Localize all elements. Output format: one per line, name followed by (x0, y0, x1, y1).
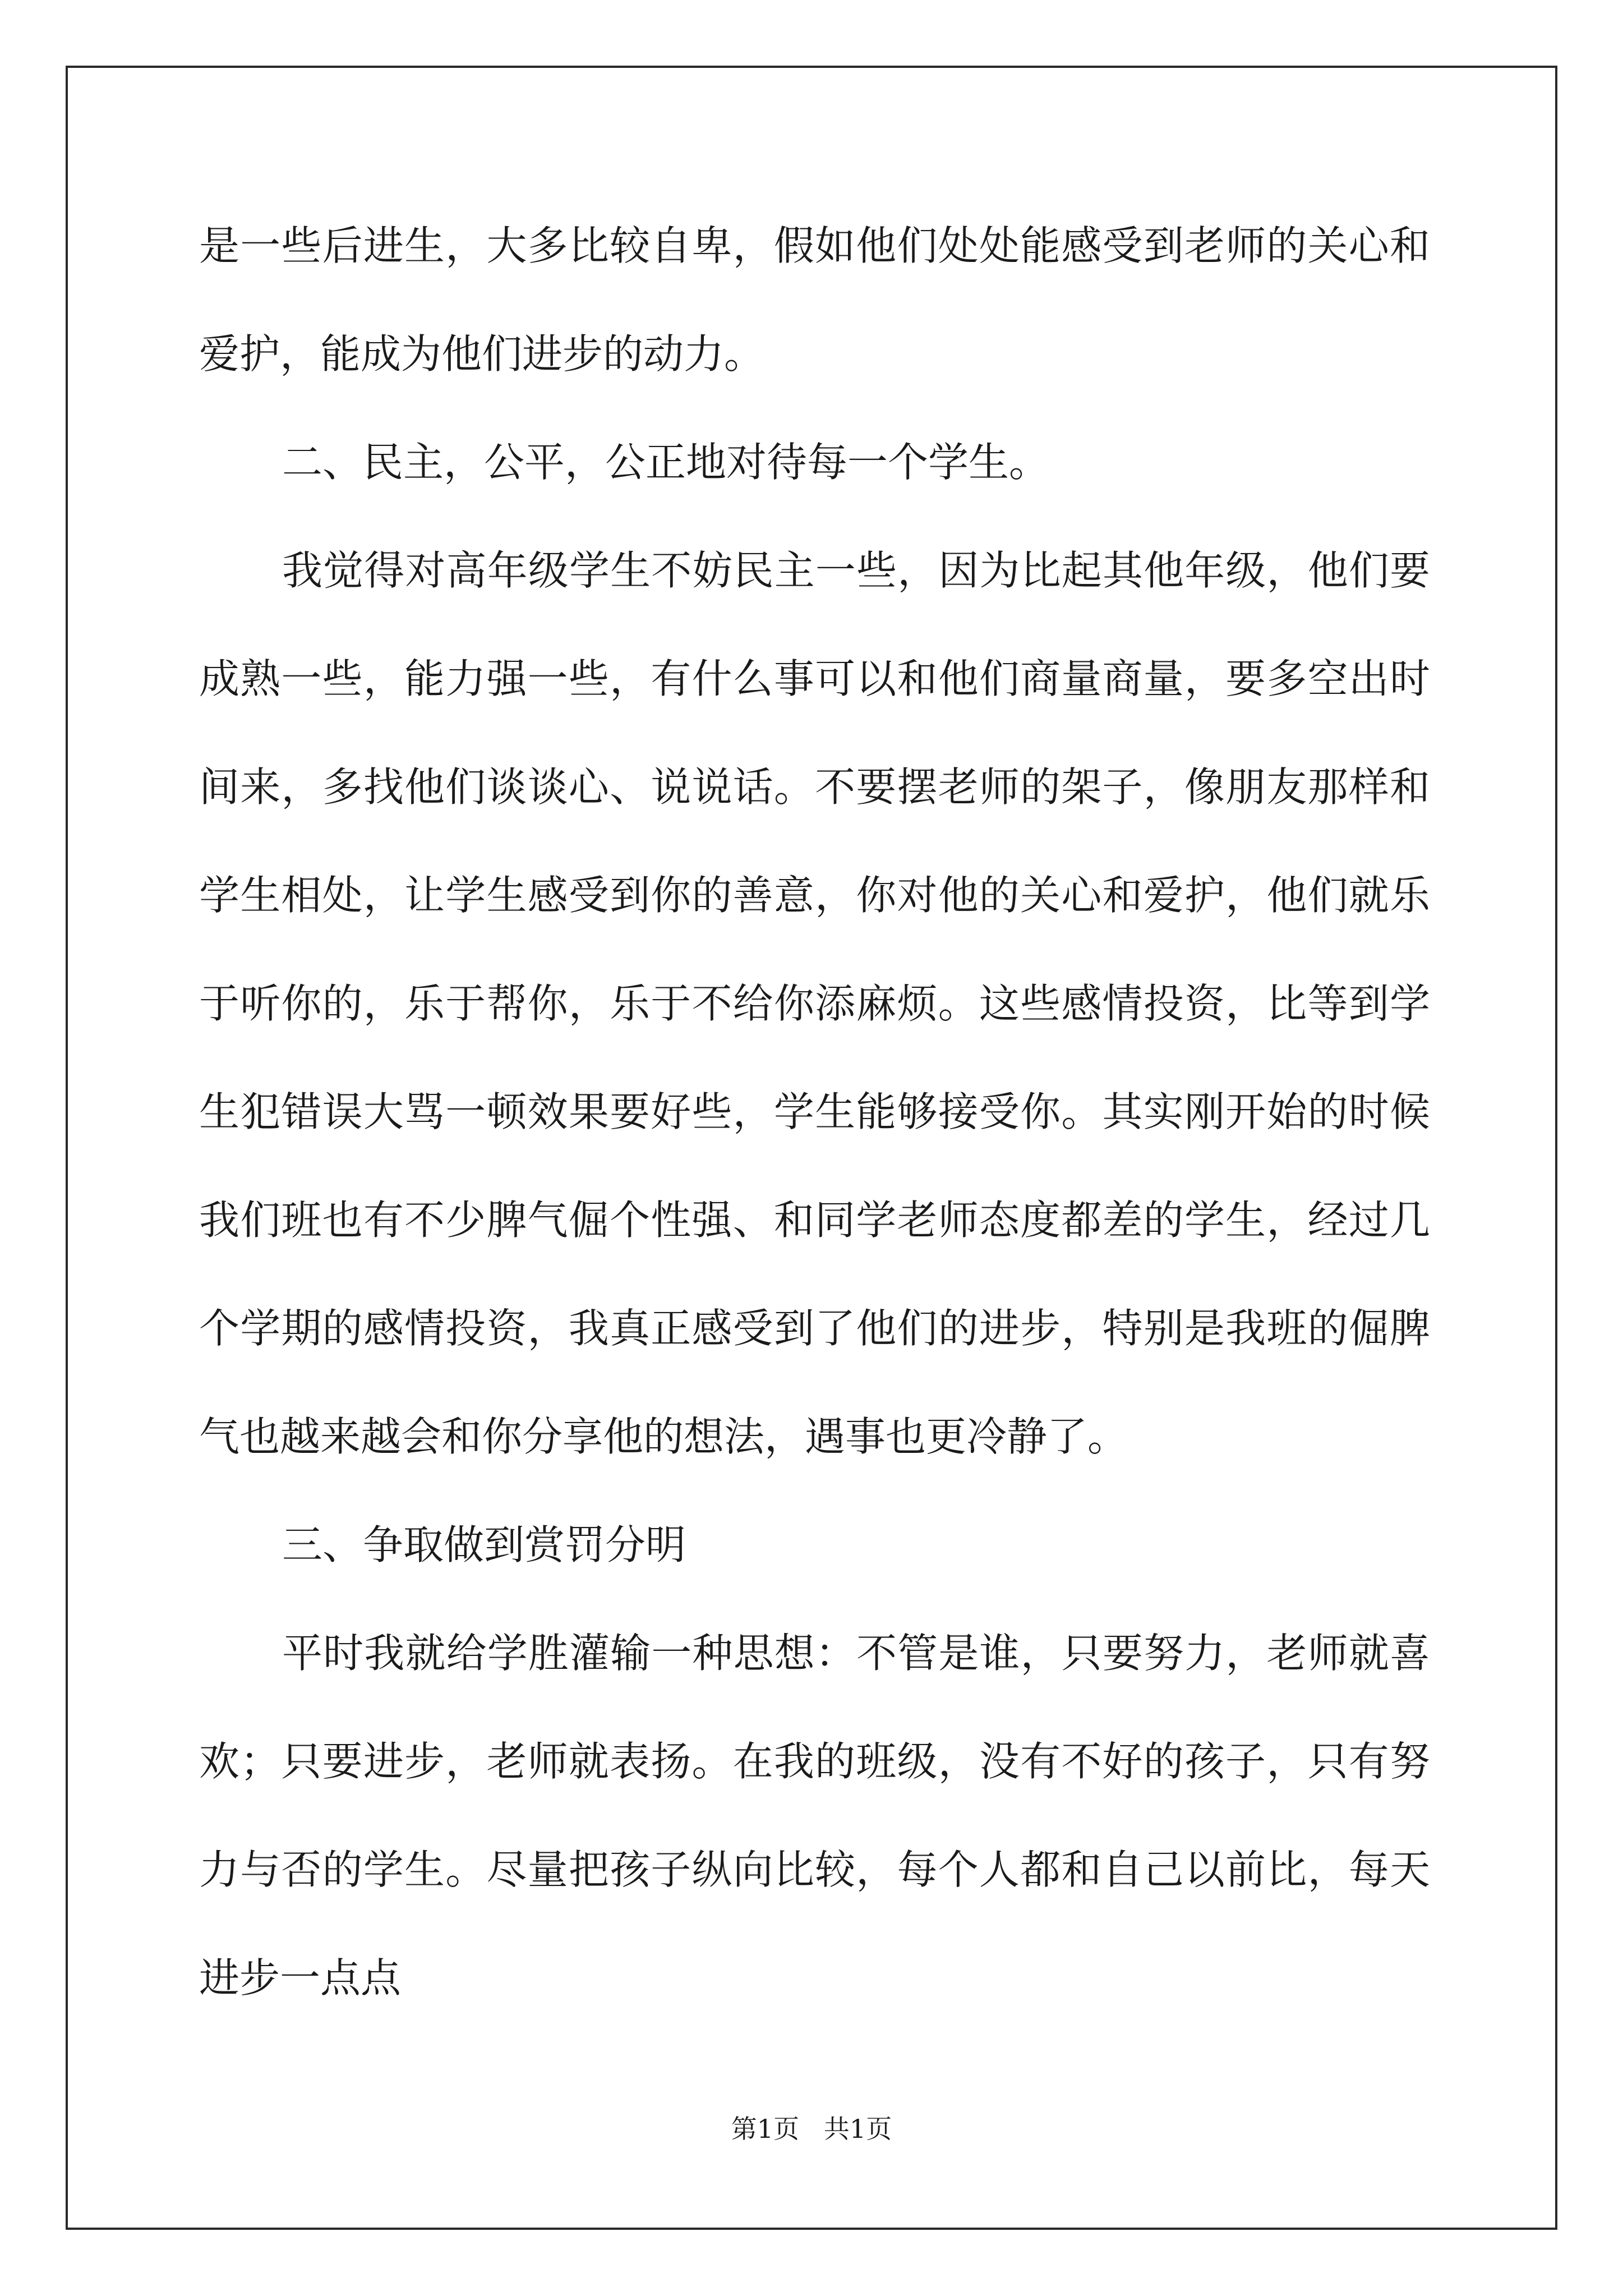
text-line: 进步一点点 (199, 1954, 402, 2001)
page-footer (0, 2112, 1623, 2146)
text-line: 三、争取做到赏罚分明 (282, 1521, 686, 1568)
text-line: 欢；只要进步，老师就表扬。在我的班级，没有不好的孩子，只有努 (199, 1738, 1430, 1785)
text-line: 力与否的学生。尽量把孩子纵向比较，每个人都和自己以前比，每天 (199, 1846, 1430, 1893)
text-line: 我觉得对高年级学生不妨民主一些，因为比起其他年级，他们要 (282, 547, 1430, 594)
text-line: 于听你的，乐于帮你，乐于不给你添麻烦。这些感情投资，比等到学 (199, 980, 1430, 1027)
page-number-label: 第1页 共1页 (731, 2114, 892, 2144)
text-line: 成熟一些，能力强一些，有什么事可以和他们商量商量，要多空出时 (199, 655, 1430, 702)
text-line: 学生相处，让学生感受到你的善意，你对他的关心和爱护，他们就乐 (199, 872, 1430, 919)
text-line: 平时我就给学胜灌输一种思想：不管是谁，只要努力，老师就喜 (282, 1630, 1430, 1677)
text-line: 间来，多找他们谈谈心、说说话。不要摆老师的架子，像朋友那样和 (199, 763, 1430, 811)
text-line: 生犯错误大骂一顿效果要好些，学生能够接受你。其实刚开始的时候 (199, 1088, 1430, 1135)
text-line: 二、民主，公平，公正地对待每一个学生。 (282, 439, 1050, 486)
text-line: 个学期的感情投资，我真正感受到了他们的进步，特别是我班的倔脾 (199, 1305, 1430, 1352)
text-line: 气也越来越会和你分享他的想法，遇事也更冷静了。 (199, 1413, 1128, 1460)
document-body (199, 219, 1430, 2059)
text-line: 我们班也有不少脾气倔个性强、和同学老师态度都差的学生，经过几 (199, 1197, 1430, 1244)
text-line: 是一些后进生，大多比较自卑，假如他们处处能感受到老师的关心和 (199, 222, 1430, 269)
text-line: 爱护，能成为他们进步的动力。 (199, 330, 765, 378)
